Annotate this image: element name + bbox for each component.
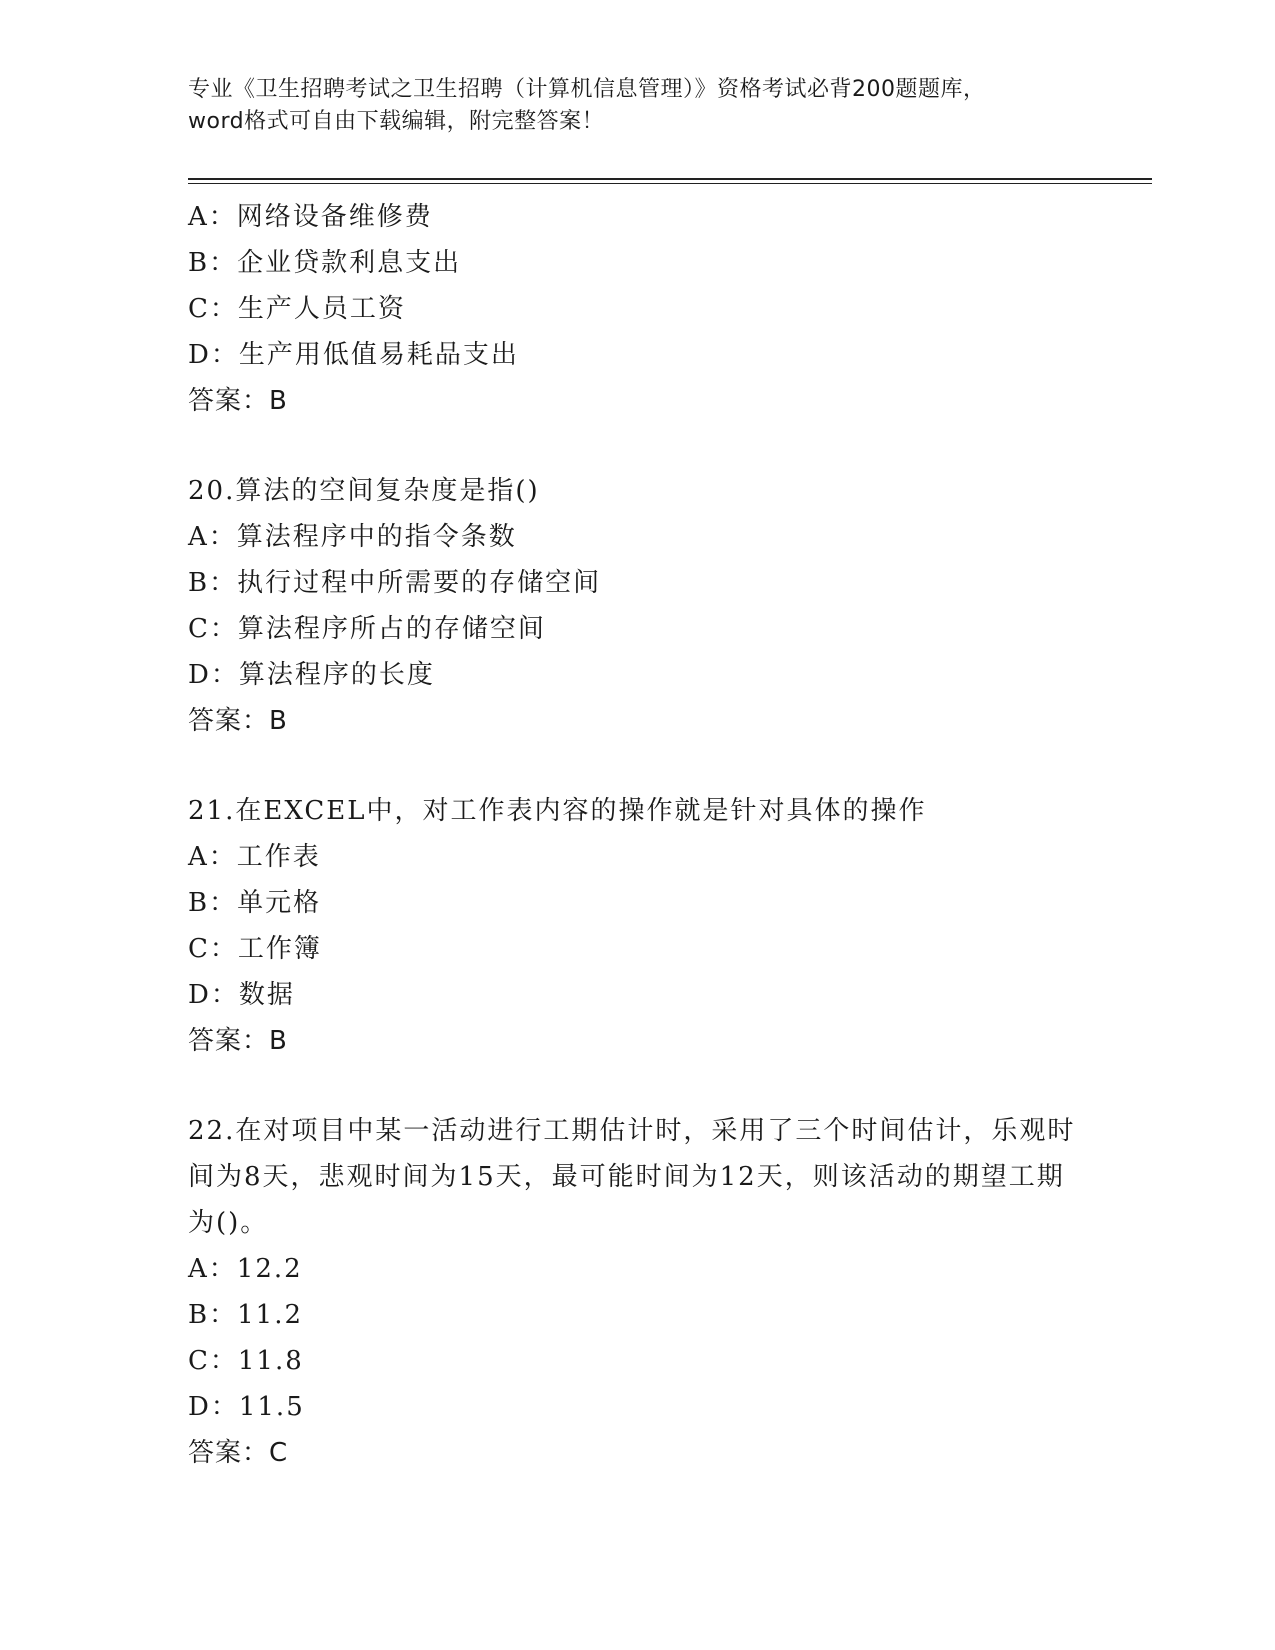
option-b: B：企业贷款利息支出 [188, 248, 462, 278]
answer: 答案：B [188, 386, 288, 416]
option-b: B：单元格 [188, 888, 322, 918]
option-d: D：数据 [188, 980, 295, 1010]
header-line-1: 专业《卫生招聘考试之卫生招聘（计算机信息管理）》资格考试必背200题题库， [188, 77, 986, 102]
question-block [188, 194, 1152, 424]
document-header [188, 74, 1088, 138]
option-c: C：11.8 [188, 1346, 304, 1376]
question-stem: 22.在对项目中某一活动进行工期估计时，采用了三个时间估计，乐观时间为8天，悲观时间为15天，最可能时间为12天，则该活动的期望工期为()。 [188, 1116, 1076, 1238]
option-a: A：12.2 [188, 1254, 303, 1284]
option-b: B：11.2 [188, 1300, 303, 1330]
option-d: D：生产用低值易耗品支出 [188, 340, 519, 370]
question-stem: 21.在EXCEL中，对工作表内容的操作就是针对具体的操作 [188, 796, 927, 826]
option-d: D：11.5 [188, 1392, 305, 1422]
answer: 答案：C [188, 1438, 289, 1468]
option-c: C：算法程序所占的存储空间 [188, 614, 546, 644]
question-list [188, 194, 1152, 1520]
option-d: D：算法程序的长度 [188, 660, 435, 690]
option-a: A：工作表 [188, 842, 321, 872]
question-block [188, 1108, 1152, 1476]
header-divider-thin [188, 183, 1152, 184]
option-c: C：生产人员工资 [188, 294, 406, 324]
answer: 答案：B [188, 1026, 288, 1056]
option-c: C：工作簿 [188, 934, 322, 964]
header-divider-thick [188, 178, 1152, 180]
question-block [188, 468, 1152, 744]
answer: 答案：B [188, 706, 288, 736]
option-a: A：网络设备维修费 [188, 202, 433, 232]
question-block [188, 788, 1152, 1064]
header-line-2: word格式可自由下载编辑，附完整答案！ [188, 109, 605, 134]
option-b: B：执行过程中所需要的存储空间 [188, 568, 602, 598]
question-stem: 20.算法的空间复杂度是指() [188, 476, 540, 506]
option-a: A：算法程序中的指令条数 [188, 522, 517, 552]
